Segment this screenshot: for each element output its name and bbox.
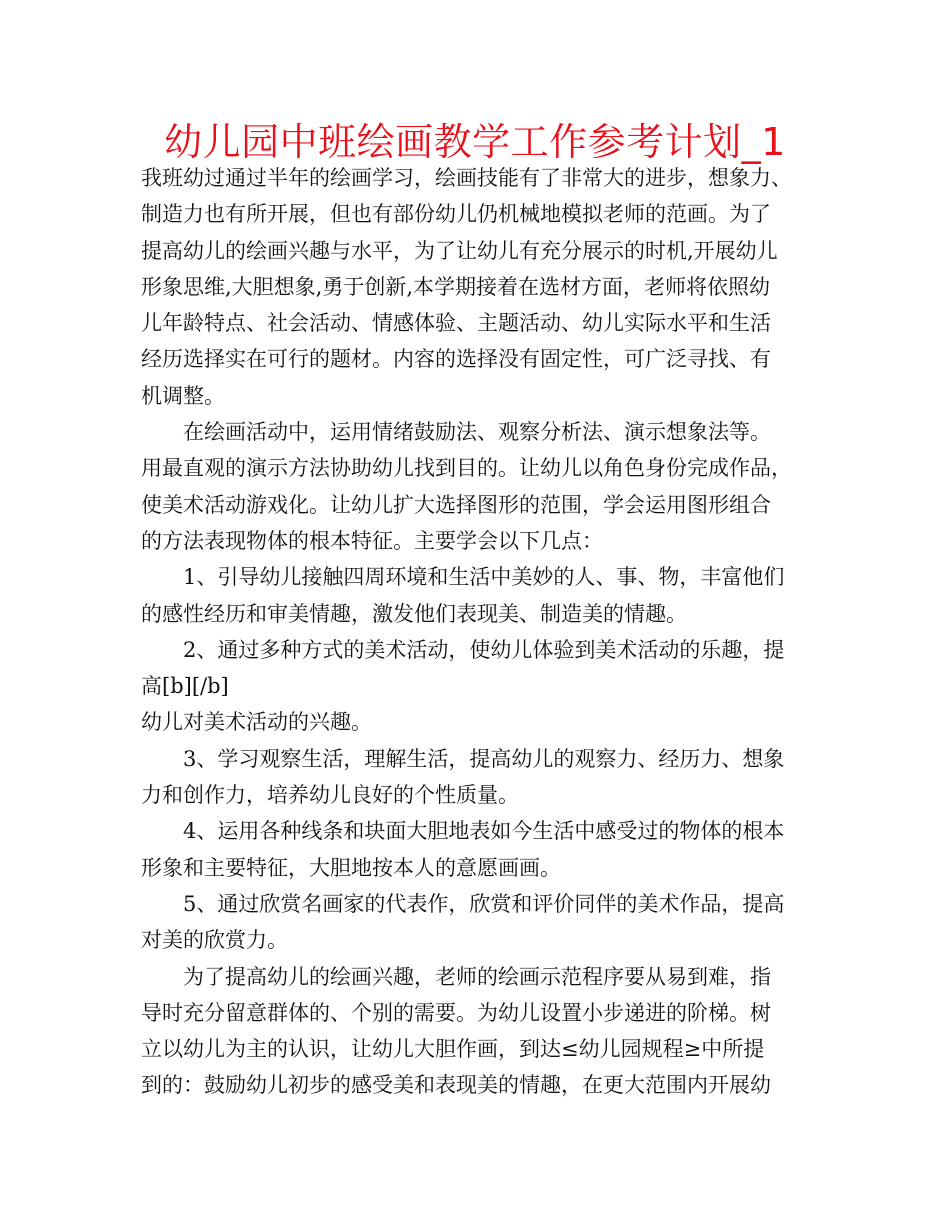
text-line: 的感性经历和审美情趣，激发他们表现美、制造美的情趣。 [141, 601, 687, 626]
text-line: 在绘画活动中，运用情绪鼓励法、观察分析法、演示想象法等。 [141, 420, 771, 445]
text-line: 2、通过多种方式的美术活动，使幼儿体验到美术活动的乐趣，提 [141, 637, 785, 662]
text-line: 使美术活动游戏化。让幼儿扩大选择图形的范围，学会运用图形组合 [141, 492, 771, 517]
text-line: 儿年龄特点、社会活动、情感体验、主题活动、幼儿实际水平和生活 [141, 311, 771, 336]
text-line: 为了提高幼儿的绘画兴趣，老师的绘画示范程序要从易到难，指 [141, 964, 771, 989]
text-line: 5、通过欣赏名画家的代表作，欣赏和评价同伴的美术作品，提高 [141, 891, 785, 916]
text-line: 导时充分留意群体的、个别的需要。为幼儿设置小步递进的阶梯。树 [141, 1000, 771, 1025]
text-line: 4、运用各种线条和块面大胆地表如今生活中感受过的物体的根本 [141, 819, 785, 844]
document-title: 幼儿园中班绘画教学工作参考计划_1 [164, 120, 786, 164]
text-line: 1、引导幼儿接触四周环境和生活中美妙的人、事、物，丰富他们 [141, 565, 785, 590]
text-line: 制造力也有所开展，但也有部份幼儿仍机械地模拟老师的范画。为了 [141, 202, 771, 227]
text-line: 到的：鼓励幼儿初步的感受美和表现美的情趣，在更大范围内开展幼 [141, 1073, 771, 1098]
text-line: 提高幼儿的绘画兴趣与水平，为了让幼儿有充分展示的时机,开展幼儿 [141, 238, 778, 263]
text-line: 经历选择实在可行的题材。内容的选择没有固定性，可广泛寻找、有 [141, 347, 771, 372]
text-line: 的方法表现物体的根本特征。主要学会以下几点： [141, 528, 603, 553]
text-line: 形象和主要特征，大胆地按本人的意愿画画。 [141, 855, 561, 880]
text-line: 对美的欣赏力。 [141, 928, 288, 953]
text-line: 力和创作力，培养幼儿良好的个性质量。 [141, 783, 519, 808]
text-line: 我班幼过通过半年的绘画学习，绘画技能有了非常大的进步，想象力、 [141, 166, 792, 190]
text-line: 高[b][/b] [141, 674, 229, 699]
text-line: 形象思维,大胆想象,勇于创新,本学期接着在选材方面，老师将依照幼 [141, 274, 771, 299]
text-line: 立以幼儿为主的认识，让幼儿大胆作画，到达≤幼儿园规程≥中所提 [141, 1037, 765, 1062]
document-body [141, 160, 821, 1104]
text-line: 机调整。 [141, 383, 225, 408]
text-line: 用最直观的演示方法协助幼儿找到目的。让幼儿以角色身份完成作品， [141, 456, 792, 481]
text-line: 3、学习观察生活，理解生活，提高幼儿的观察力、经历力、想象 [141, 746, 785, 771]
text-line: 幼儿对美术活动的兴趣。 [141, 710, 372, 735]
